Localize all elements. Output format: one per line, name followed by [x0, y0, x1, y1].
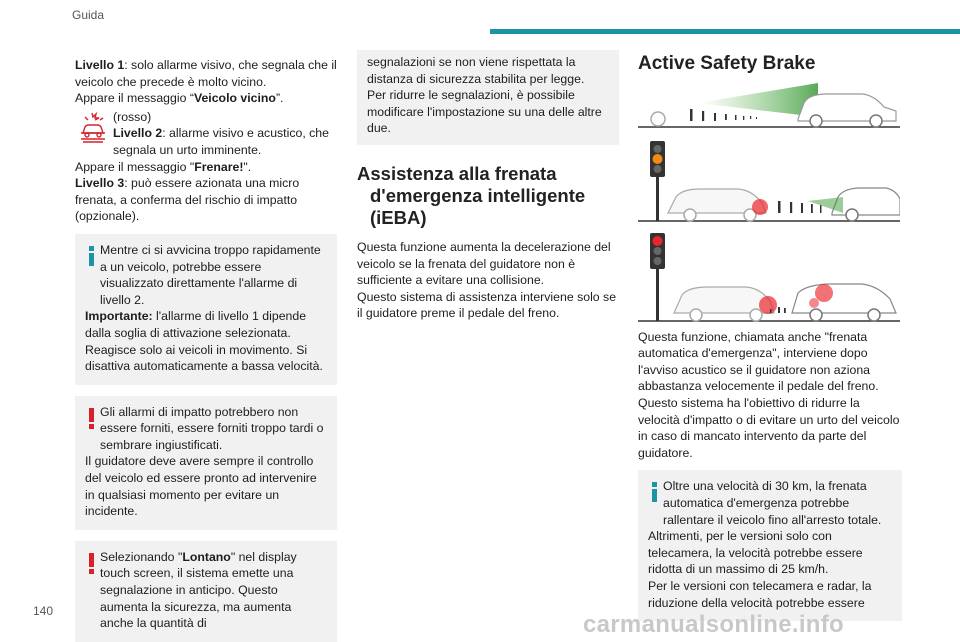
info-note	[75, 234, 337, 385]
warning-icon	[89, 553, 95, 574]
info-icon	[652, 482, 658, 502]
level2-message: Appare il messaggio "Frenare!".	[75, 159, 252, 174]
collision-alert-row	[75, 109, 337, 159]
warning-note-text2: Il guidatore deve avere sempre il controllo del veicolo ed essere pronto ad intervenire in qualsiasi momento per evitare un incidente.	[85, 454, 317, 519]
illustration-stage-3	[638, 229, 900, 325]
column-middle	[357, 50, 619, 322]
running-header: Guida	[72, 8, 105, 22]
warning-note	[75, 396, 337, 530]
warning-note-text: Gli allarmi di impatto potrebbero non essere forniti, essere forniti troppo tardi o sembrare ingiustificati.	[100, 404, 324, 452]
ieba-body-2: Questo sistema di assistenza interviene solo se il guidatore preme il pedale del freno.	[357, 289, 617, 321]
speed-note-text2: Altrimenti, per le versioni solo con telecamera, la velocità potrebbe essere ridotta di un massimo di 25 km/h.	[648, 529, 863, 577]
collision-alert-icon	[75, 109, 109, 143]
section-heading-asb: Active Safety Brake	[638, 53, 816, 74]
column-left	[75, 57, 337, 642]
level3-paragraph: Livello 3: può essere azionata una micro frenata, a conferma del rischio di impatto (opzionale).	[75, 176, 300, 224]
speed-note-text3: Per le versioni con telecamera e radar, la riduzione della velocità potrebbe essere	[648, 578, 872, 610]
warning-distance-text: Selezionando "Lontano" nel display touch screen, il sistema emette una segnalazione in anticipo. Questo aumenta la sicurezza, ma aumenta anche la quantità di	[100, 549, 297, 631]
header-accent-bar	[490, 29, 960, 34]
level1-message: Appare il messaggio “Veicolo vicino”.	[75, 91, 284, 106]
level1-paragraph: Livello 1: solo allarme visivo, che segnala che il veicolo che precede è molto vicino.	[75, 58, 337, 89]
level2-paragraph: Livello 2: allarme visivo e acustico, che segnala un urto imminente.	[113, 126, 329, 157]
illustration-stage-1	[638, 81, 900, 133]
note-continued-text2: Per ridurre le segnalazioni, è possibile modificare l'impostazione su una delle altre due.	[367, 88, 602, 136]
page-number: 140	[33, 604, 54, 618]
info-icon	[89, 246, 95, 266]
asb-body-2: Questo sistema ha l'obiettivo di ridurre la velocità d'impatto o di evitare un urto del veicolo in caso di mancato intervento da parte del guidatore.	[638, 395, 900, 460]
info-note-speed	[638, 470, 902, 621]
ieba-body-1: Questa funzione aumenta la decelerazione del veicolo se la frenata del guidatore non è sufficiente a evitare una collisione.	[357, 239, 611, 288]
info-note-important: Importante: l'allarme di livello 1 dipende dalla soglia di attivazione selezionata. Reagisce solo ai veicoli in movimento. Si disattiva automaticamente a bassa velocità.	[85, 309, 323, 374]
illustration-stage-2	[638, 137, 900, 225]
watermark: carmanualsonline.info	[583, 611, 845, 638]
asb-body-1: Questa funzione, chiamata anche "frenata automatica d'emergenza", interviene dopo l'avviso acustico se il guidatore non aziona abbastanza velocemente il pedale del freno.	[638, 329, 879, 394]
info-note-text: Mentre ci si avvicina troppo rapidamente a un veicolo, potrebbe essere visualizzato direttamente l'allarme di livello 2.	[100, 242, 321, 307]
speed-note-text: Oltre una velocità di 30 km, la frenata automatica d'emergenza potrebbe rallentare il veicolo fino all'arresto totale.	[663, 479, 882, 527]
column-right	[638, 53, 902, 621]
note-continued-text: segnalazioni se non viene rispettata la distanza di sicurezza stabilita per legge.	[367, 55, 585, 86]
warning-icon	[89, 408, 95, 429]
red-label: (rosso)	[113, 109, 152, 124]
warning-note-distance	[75, 541, 337, 642]
section-heading-ieba: Assistenza alla frenata d'emergenza intelligente (iEBA)	[357, 162, 586, 228]
warning-note-continued	[357, 50, 619, 145]
